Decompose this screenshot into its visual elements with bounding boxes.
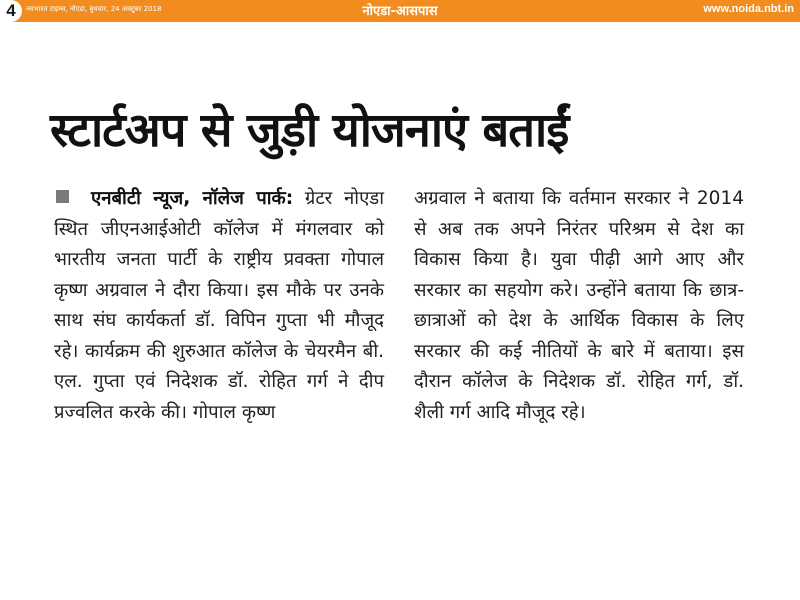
dateline: नवभारत टाइम्स, नोएडा, बुधवार, 24 अक्टूबर 2018	[26, 5, 162, 13]
article-column-left	[54, 184, 384, 428]
article-byline: एनबीटी न्यूज, नॉलेज पार्क:	[91, 188, 294, 209]
article-headline: स्टार्टअप से जुड़ी योजनाएं बताईं	[50, 103, 569, 158]
article-body-right: अग्रवाल ने बताया कि वर्तमान सरकार ने 2014 से अब तक अपने निरंतर परिश्रम से देश का विकास किया है। युवा पीढ़ी आगे आए और सरकार का सहयोग करे। उन्होंने बताया कि छात्र-छात्राओं को देश के आर्थिक विकास के लिए सरकार की कई नीतियों के बारे में बताया। इस दौरान कॉलेज के निदेशक डॉ. रोहित गर्ग, डॉ. शैली गर्ग आदि मौजूद रहे।	[414, 188, 744, 423]
website-url: www.noida.nbt.in	[703, 3, 794, 15]
article-body-left: ग्रेटर नोएडा स्थित जीएनआईओटी कॉलेज में मंगलवार को भारतीय जनता पार्टी के राष्ट्रीय प्रवक्ता गोपाल कृष्ण अग्रवाल ने दौरा किया। इस मौके पर उनके साथ संघ कार्यकर्ता डॉ. विपिन गुप्ता भी मौजूद रहे। कार्यक्रम की शुरुआत कॉलेज के चेयरमैन बी. एल. गुप्ता एवं निदेशक डॉ. रोहित गर्ग ने दीप प्रज्वलित करके की। गोपाल कृष्ण	[54, 188, 384, 423]
page-number: 4	[0, 0, 22, 22]
section-title: नोएडा-आसपास	[362, 4, 438, 19]
header-bar	[0, 0, 800, 22]
bullet-square-icon	[56, 190, 69, 203]
article-column-right	[414, 184, 744, 428]
